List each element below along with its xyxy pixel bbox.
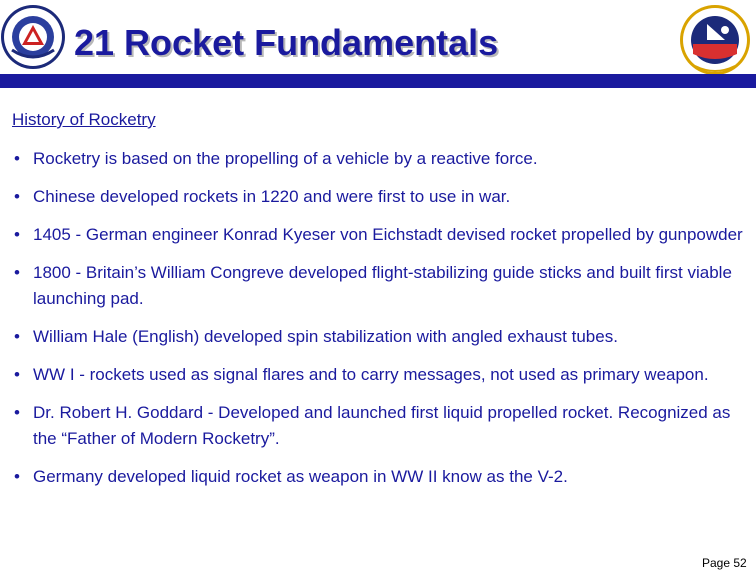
bullet-item	[14, 362, 750, 388]
bullet-item	[14, 222, 750, 248]
bullet-text: 1405 - German engineer Konrad Kyeser von Eichstadt devised rocket propelled by gunpowder	[33, 225, 743, 244]
bullet-dot: •	[14, 365, 20, 384]
bullet-text: William Hale (English) developed spin stabilization with angled exhaust tubes.	[33, 327, 618, 346]
bullet-item	[14, 146, 750, 172]
cap-seal-icon	[0, 4, 66, 70]
bullet-text: 1800 - Britain’s William Congreve developed flight-stabilizing guide sticks and built first viable launching pad.	[33, 263, 732, 308]
bullet-text: Rocketry is based on the propelling of a vehicle by a reactive force.	[33, 149, 538, 168]
bullet-dot: •	[14, 263, 20, 282]
bullet-dot: •	[14, 149, 20, 168]
bullet-text: Chinese developed rockets in 1220 and were first to use in war.	[33, 187, 511, 206]
bullet-dot: •	[14, 187, 20, 206]
bullet-text: WW I - rockets used as signal flares and to carry messages, not used as primary weapon.	[33, 365, 709, 384]
page-title: 21 Rocket Fundamentals	[74, 22, 499, 63]
bullet-dot: •	[14, 403, 20, 422]
bullet-text: Dr. Robert H. Goddard - Developed and launched first liquid propelled rocket. Recognized as the “Father of Modern Rocketry”.	[33, 403, 731, 448]
bullet-text: Germany developed liquid rocket as weapon in WW II know as the V-2.	[33, 467, 568, 486]
bullet-item	[14, 184, 750, 210]
title-bar	[0, 74, 756, 88]
cap-aerospace-emblem-icon	[679, 4, 751, 76]
bullet-item	[14, 400, 750, 452]
bullet-dot: •	[14, 225, 20, 244]
bullet-dot: •	[14, 327, 20, 346]
bullet-item	[14, 260, 750, 312]
section-heading: History of Rocketry	[12, 110, 156, 129]
bullet-item	[14, 324, 750, 350]
bullet-dot: •	[14, 467, 20, 486]
page-number: Page 52	[702, 556, 747, 570]
bullet-list	[14, 146, 750, 502]
bullet-item	[14, 464, 750, 490]
